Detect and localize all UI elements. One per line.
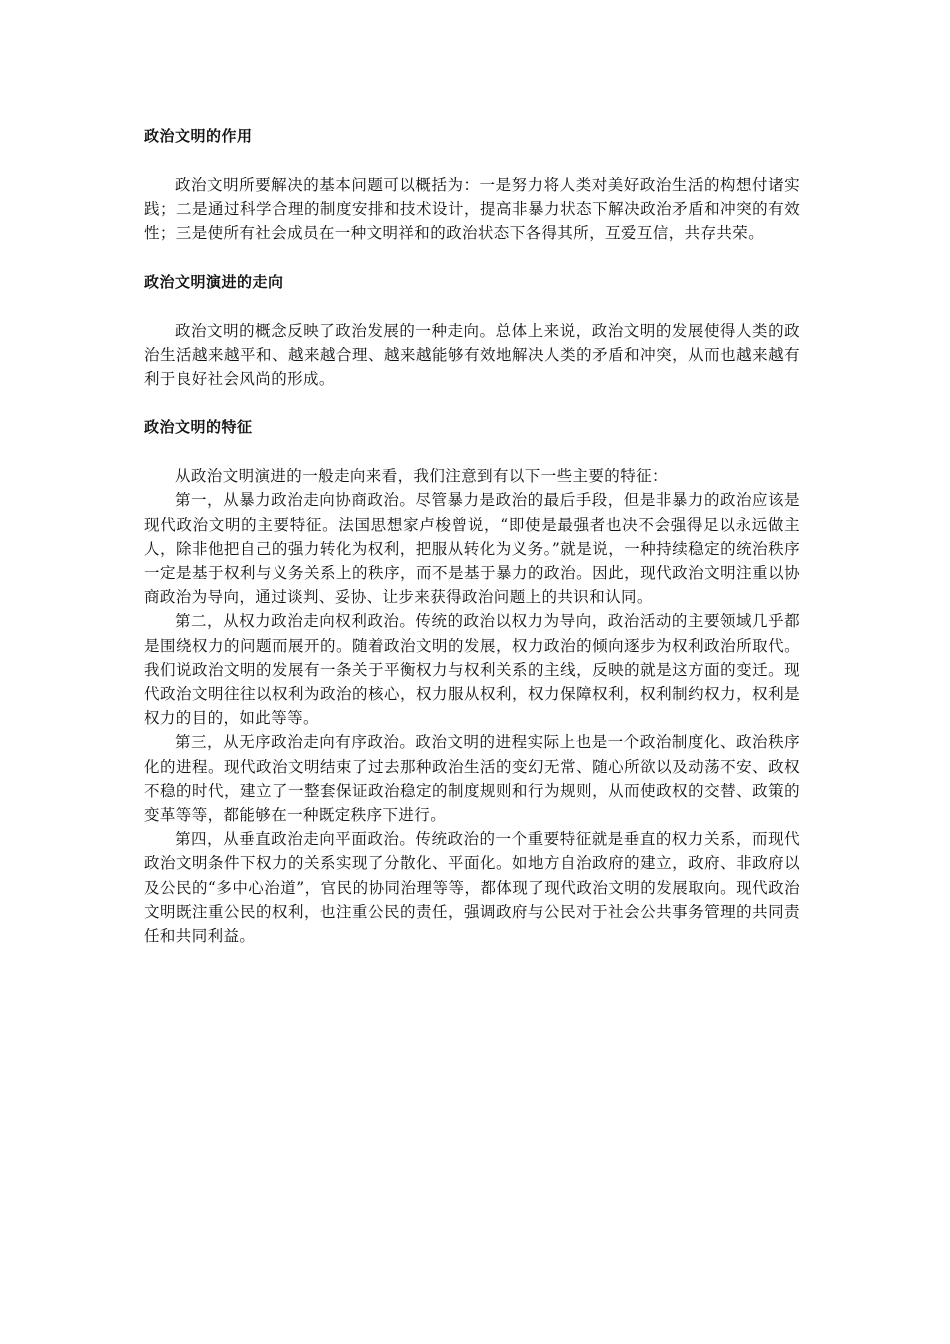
paragraph-trend: 政治文明的概念反映了政治发展的一种走向。总体上来说，政治文明的发展使得人类的政治生活越来越平和、越来越合理、越来越能够有效地解决人类的矛盾和冲突，从而也越来越有利于良好社会风尚的形成。 (144, 321, 800, 389)
paragraph-feature-4: 第四，从垂直政治走向平面政治。传统政治的一个重要特征就是垂直的权力关系，而现代政治文明条件下权力的关系实现了分散化、平面化。如地方自治政府的建立，政府、非政府以及公民的“多中心治道”，官民的协同治理等等，都体现了现代政治文明的发展取向。现代政治文明既注重公民的权利，也注重公民的责任，强调政府与公民对于社会公共事务管理的共同责任和共同利益。 (144, 830, 800, 946)
paragraph-role: 政治文明所要解决的基本问题可以概括为：一是努力将人类对美好政治生活的构想付诸实践；二是通过科学合理的制度安排和技术设计，提高非暴力状态下解决政治矛盾和冲突的有效性；三是使所有社会成员在一种文明祥和的政治状态下各得其所，互爱互信，共存共荣。 (144, 176, 800, 243)
paragraph-feature-1: 第一，从暴力政治走向协商政治。尽管暴力是政治的最后手段，但是非暴力的政治应该是现代政治文明的主要特征。法国思想家卢梭曾说，“即使是最强者也决不会强得足以永远做主人，除非他把自己的强力转化为权利，把服从转化为义务。”就是说，一种持续稳定的统治秩序一定是基于权利与义务关系上的秩序，而不是基于暴力的政治。因此，现代政治文明注重以协商政治为导向，通过谈判、妥协、让步来获得政治问题上的共识和认同。 (144, 491, 800, 607)
paragraph-feature-2: 第二，从权力政治走向权利政治。传统的政治以权力为导向，政治活动的主要领域几乎都是围绕权力的问题而展开的。随着政治文明的发展，权力政治的倾向逐步为权利政治所取代。我们说政治文明的发展有一条关于平衡权力与权利关系的主线，反映的就是这方面的变迁。现代政治文明往往以权利为政治的核心，权力服从权利，权力保障权利，权利制约权力，权利是权力的目的，如此等等。 (144, 612, 800, 728)
section-heading-trend: 政治文明演进的走向 (144, 272, 284, 291)
section-heading-role: 政治文明的作用 (144, 127, 253, 145)
spacer (144, 246, 800, 270)
spacer (144, 439, 800, 464)
paragraph-feature-3: 第三，从无序政治走向有序政治。政治文明的进程实际上也是一个政治制度化、政治秩序化的进程。现代政治文明结束了过去那种政治生活的变幻无常、随心所欲以及动荡不安、政权不稳的时代，建立了一整套保证政治稳定的制度规则和行为规则，从而使政权的交替、政策的变革等等，都能够在一种既定秩序下进行。 (144, 733, 800, 825)
document-body (144, 124, 800, 948)
spacer (144, 294, 800, 319)
section-heading-features: 政治文明的特征 (144, 418, 253, 437)
spacer (144, 391, 800, 415)
paragraph-features-intro: 从政治文明演进的一般走向来看，我们注意到有以下一些主要的特征： (175, 467, 668, 486)
spacer (144, 148, 800, 173)
